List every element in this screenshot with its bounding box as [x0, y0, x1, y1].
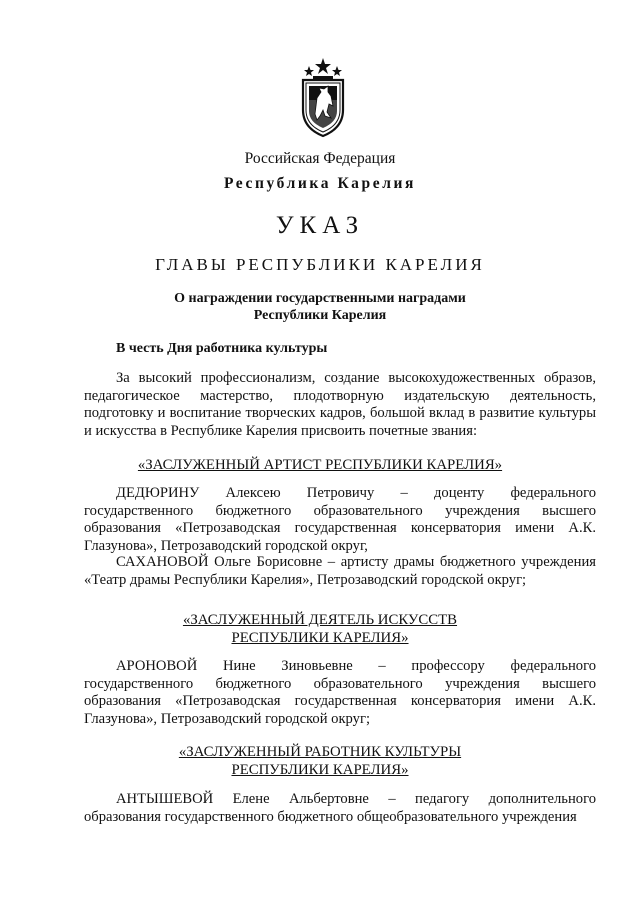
award-title-line: РЕСПУБЛИКИ КАРЕЛИЯ»	[231, 762, 409, 778]
award-title-honored-arts-worker	[0, 611, 640, 647]
karelia-emblem-icon	[295, 56, 351, 138]
award-title-honored-culture-worker	[0, 743, 640, 779]
award-title-honored-artist: «ЗАСЛУЖЕННЫЙ АРТИСТ РЕСПУБЛИКИ КАРЕЛИЯ»	[137, 457, 503, 473]
decree-subject	[0, 290, 640, 324]
intro-paragraph: За высокий профессионализм, создание высокохудожественных образов, педагогическое мастерство, плодотворную издательскую деятельность, подготовку и воспитание творческих кадров, большой вклад в развитие культуры и искусства в Республике Карелия присвоить почетные звания:	[84, 370, 596, 439]
subject-line: О награждении государственными наградами	[174, 291, 466, 306]
issuer-heading: ГЛАВЫ РЕСПУБЛИКИ КАРЕЛИЯ	[155, 255, 485, 274]
coat-of-arms-emblem	[295, 56, 351, 138]
award-title-line: РЕСПУБЛИКИ КАРЕЛИЯ»	[231, 630, 409, 646]
decree-title: УКАЗ	[275, 212, 365, 239]
awardee-entry: АНТЫШЕВОЙ Елене Альбертовне – педагогу дополнительного образования государственного бюджетного общеобразовательного учреждения	[84, 791, 596, 825]
awardee-entry: САХАНОВОЙ Ольге Борисовне – артисту драмы бюджетного учреждения «Театр драмы Республики Карелия», Петрозаводский городской округ;	[84, 554, 596, 588]
country-name: Российская Федерация	[244, 150, 396, 167]
subject-line: Республики Карелия	[253, 308, 387, 323]
awardee-entry: АРОНОВОЙ Нине Зиновьевне – профессору федерального государственного бюджетного образовательного учреждения высшего образования «Петрозаводская государственная консерватория имени А.К. Глазунова», Петрозаводский городской округ;	[84, 658, 596, 727]
award-title-line: «ЗАСЛУЖЕННЫЙ ДЕЯТЕЛЬ ИСКУССТВ	[182, 612, 458, 628]
republic-name: Республика Карелия	[223, 175, 417, 192]
occasion-heading: В честь Дня работника культуры	[116, 341, 328, 356]
award-title-line: «ЗАСЛУЖЕННЫЙ РАБОТНИК КУЛЬТУРЫ	[178, 744, 462, 760]
awardee-entry: ДЕДЮРИНУ Алексею Петровичу – доценту федерального государственного бюджетного образовательного учреждения высшего образования «Петрозаводская государственная консерватория имени А.К. Глазунова», Петрозаводский городской округ,	[84, 485, 596, 554]
